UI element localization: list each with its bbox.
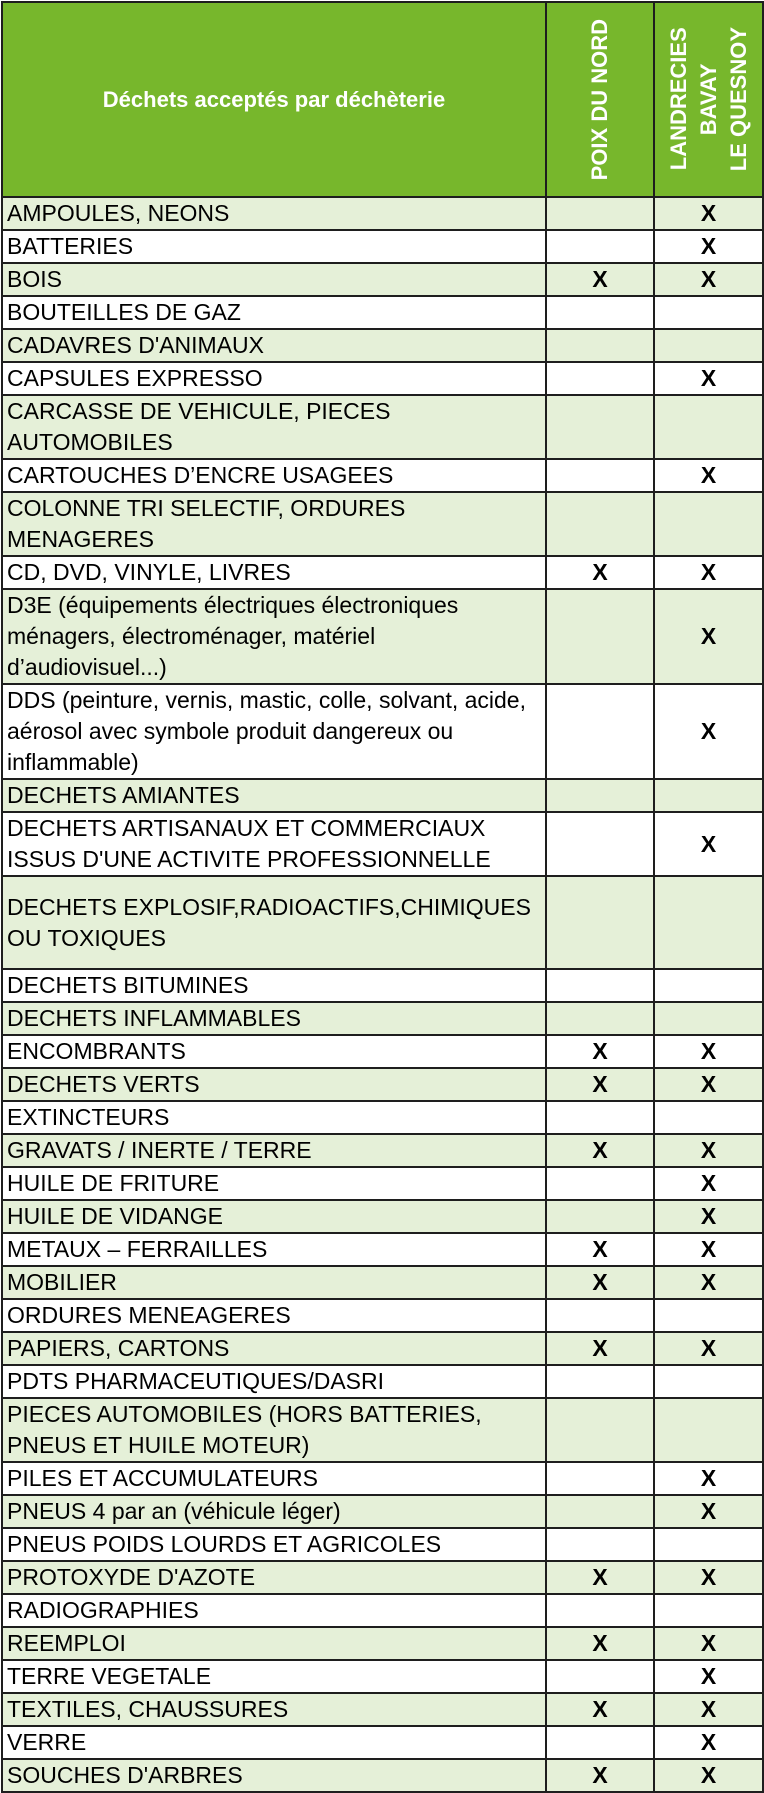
waste-type-label: HUILE DE VIDANGE — [2, 1200, 546, 1233]
table-row — [2, 684, 763, 779]
accepted-mark-landrecies-bavay-le-quesnoy: X — [654, 1200, 763, 1233]
accepted-mark-landrecies-bavay-le-quesnoy: X — [654, 459, 763, 492]
table-row — [2, 1495, 763, 1528]
accepted-mark-poix-du-nord — [546, 362, 654, 395]
accepted-mark-poix-du-nord — [546, 197, 654, 230]
accepted-mark-poix-du-nord — [546, 589, 654, 684]
waste-acceptance-table — [1, 1, 764, 1793]
accepted-mark-landrecies-bavay-le-quesnoy — [654, 1299, 763, 1332]
table-row — [2, 1726, 763, 1759]
waste-type-label: ENCOMBRANTS — [2, 1035, 546, 1068]
waste-type-label: ORDURES MENEAGERES — [2, 1299, 546, 1332]
accepted-mark-landrecies-bavay-le-quesnoy — [654, 969, 763, 1002]
accepted-mark-landrecies-bavay-le-quesnoy — [654, 329, 763, 362]
accepted-mark-poix-du-nord: X — [546, 1627, 654, 1660]
accepted-mark-poix-du-nord: X — [546, 1266, 654, 1299]
table-row — [2, 779, 763, 812]
table-title: Déchets acceptés par déchèterie — [2, 2, 546, 197]
table-row — [2, 1462, 763, 1495]
waste-type-label: DECHETS ARTISANAUX ET COMMERCIAUX ISSUS D'UNE ACTIVITE PROFESSIONNELLE — [2, 812, 546, 876]
waste-type-label: REEMPLOI — [2, 1627, 546, 1660]
waste-type-label: CAPSULES EXPRESSO — [2, 362, 546, 395]
accepted-mark-poix-du-nord: X — [546, 1759, 654, 1792]
column-header-line: LANDRECIES — [665, 28, 691, 172]
accepted-mark-poix-du-nord: X — [546, 1035, 654, 1068]
accepted-mark-landrecies-bavay-le-quesnoy: X — [654, 1233, 763, 1266]
accepted-mark-landrecies-bavay-le-quesnoy: X — [654, 1495, 763, 1528]
accepted-mark-landrecies-bavay-le-quesnoy: X — [654, 263, 763, 296]
table-row — [2, 1332, 763, 1365]
waste-type-label: SOUCHES D'ARBRES — [2, 1759, 546, 1792]
accepted-mark-poix-du-nord — [546, 1167, 654, 1200]
table-row — [2, 362, 763, 395]
accepted-mark-poix-du-nord — [546, 1462, 654, 1495]
waste-type-label: BATTERIES — [2, 230, 546, 263]
table-row — [2, 296, 763, 329]
accepted-mark-landrecies-bavay-le-quesnoy — [654, 876, 763, 969]
table-row — [2, 395, 763, 459]
waste-type-label: CARTOUCHES D’ENCRE USAGEES — [2, 459, 546, 492]
waste-type-label: DECHETS VERTS — [2, 1068, 546, 1101]
accepted-mark-landrecies-bavay-le-quesnoy: X — [654, 589, 763, 684]
waste-type-label: PDTS PHARMACEUTIQUES/DASRI — [2, 1365, 546, 1398]
accepted-mark-poix-du-nord — [546, 1002, 654, 1035]
accepted-mark-poix-du-nord — [546, 1726, 654, 1759]
accepted-mark-landrecies-bavay-le-quesnoy — [654, 1365, 763, 1398]
accepted-mark-landrecies-bavay-le-quesnoy: X — [654, 556, 763, 589]
table-row — [2, 1561, 763, 1594]
table-row — [2, 197, 763, 230]
accepted-mark-poix-du-nord — [546, 395, 654, 459]
accepted-mark-poix-du-nord — [546, 684, 654, 779]
accepted-mark-landrecies-bavay-le-quesnoy: X — [654, 1462, 763, 1495]
table-row — [2, 1068, 763, 1101]
table-row — [2, 230, 763, 263]
table-row — [2, 1528, 763, 1561]
table-row — [2, 1233, 763, 1266]
accepted-mark-landrecies-bavay-le-quesnoy: X — [654, 1627, 763, 1660]
column-header-poix-du-nord — [546, 2, 654, 197]
table-row — [2, 1200, 763, 1233]
accepted-mark-landrecies-bavay-le-quesnoy: X — [654, 1759, 763, 1792]
accepted-mark-poix-du-nord: X — [546, 1134, 654, 1167]
accepted-mark-poix-du-nord — [546, 779, 654, 812]
table-row — [2, 1035, 763, 1068]
accepted-mark-landrecies-bavay-le-quesnoy — [654, 296, 763, 329]
waste-type-label: TEXTILES, CHAUSSURES — [2, 1693, 546, 1726]
accepted-mark-poix-du-nord: X — [546, 1068, 654, 1101]
accepted-mark-landrecies-bavay-le-quesnoy — [654, 395, 763, 459]
table-row — [2, 1398, 763, 1462]
table-row — [2, 1365, 763, 1398]
waste-type-label: DECHETS EXPLOSIF,RADIOACTIFS,CHIMIQUES OU TOXIQUES — [2, 876, 546, 969]
accepted-mark-poix-du-nord: X — [546, 1561, 654, 1594]
table-row — [2, 1660, 763, 1693]
accepted-mark-poix-du-nord — [546, 1365, 654, 1398]
waste-type-label: BOUTEILLES DE GAZ — [2, 296, 546, 329]
waste-type-label: DECHETS BITUMINES — [2, 969, 546, 1002]
table-row — [2, 1167, 763, 1200]
accepted-mark-poix-du-nord: X — [546, 1693, 654, 1726]
table-body — [2, 197, 763, 1792]
waste-type-label: COLONNE TRI SELECTIF, ORDURES MENAGERES — [2, 492, 546, 556]
waste-type-label: GRAVATS / INERTE / TERRE — [2, 1134, 546, 1167]
waste-type-label: TERRE VEGETALE — [2, 1660, 546, 1693]
accepted-mark-poix-du-nord — [546, 1299, 654, 1332]
waste-type-label: PNEUS POIDS LOURDS ET AGRICOLES — [2, 1528, 546, 1561]
accepted-mark-poix-du-nord — [546, 1495, 654, 1528]
waste-type-label: CADAVRES D'ANIMAUX — [2, 329, 546, 362]
accepted-mark-landrecies-bavay-le-quesnoy: X — [654, 1134, 763, 1167]
table-row — [2, 1299, 763, 1332]
table-row — [2, 459, 763, 492]
accepted-mark-poix-du-nord: X — [546, 1233, 654, 1266]
waste-type-label: PROTOXYDE D'AZOTE — [2, 1561, 546, 1594]
table-row — [2, 263, 763, 296]
accepted-mark-landrecies-bavay-le-quesnoy — [654, 492, 763, 556]
table-row — [2, 1134, 763, 1167]
accepted-mark-landrecies-bavay-le-quesnoy: X — [654, 1167, 763, 1200]
accepted-mark-landrecies-bavay-le-quesnoy: X — [654, 1035, 763, 1068]
waste-type-label: PAPIERS, CARTONS — [2, 1332, 546, 1365]
accepted-mark-poix-du-nord — [546, 1528, 654, 1561]
accepted-mark-landrecies-bavay-le-quesnoy: X — [654, 1693, 763, 1726]
waste-type-label: MOBILIER — [2, 1266, 546, 1299]
table-row — [2, 1002, 763, 1035]
waste-type-label: CD, DVD, VINYLE, LIVRES — [2, 556, 546, 589]
table-header-row — [2, 2, 763, 197]
accepted-mark-landrecies-bavay-le-quesnoy: X — [654, 1266, 763, 1299]
accepted-mark-landrecies-bavay-le-quesnoy: X — [654, 1068, 763, 1101]
waste-type-label: EXTINCTEURS — [2, 1101, 546, 1134]
accepted-mark-poix-du-nord — [546, 230, 654, 263]
table-row — [2, 1627, 763, 1660]
table-row — [2, 1101, 763, 1134]
accepted-mark-poix-du-nord — [546, 492, 654, 556]
table-row — [2, 556, 763, 589]
accepted-mark-landrecies-bavay-le-quesnoy: X — [654, 812, 763, 876]
accepted-mark-poix-du-nord — [546, 1660, 654, 1693]
accepted-mark-poix-du-nord — [546, 1398, 654, 1462]
accepted-mark-landrecies-bavay-le-quesnoy: X — [654, 197, 763, 230]
accepted-mark-poix-du-nord — [546, 1594, 654, 1627]
accepted-mark-landrecies-bavay-le-quesnoy: X — [654, 1561, 763, 1594]
accepted-mark-poix-du-nord — [546, 876, 654, 969]
waste-type-label: DECHETS AMIANTES — [2, 779, 546, 812]
waste-type-label: DDS (peinture, vernis, mastic, colle, solvant, acide, aérosol avec symbole produit dangereux ou inflammable) — [2, 684, 546, 779]
accepted-mark-landrecies-bavay-le-quesnoy — [654, 779, 763, 812]
waste-type-label: AMPOULES, NEONS — [2, 197, 546, 230]
accepted-mark-landrecies-bavay-le-quesnoy: X — [654, 1332, 763, 1365]
table-row — [2, 329, 763, 362]
column-header-line: BAVAY — [695, 63, 721, 136]
waste-type-label: D3E (équipements électriques électroniques ménagers, électroménager, matériel d’audiovisuel...) — [2, 589, 546, 684]
accepted-mark-landrecies-bavay-le-quesnoy — [654, 1101, 763, 1134]
accepted-mark-poix-du-nord — [546, 329, 654, 362]
waste-type-label: VERRE — [2, 1726, 546, 1759]
table-row — [2, 1594, 763, 1627]
accepted-mark-landrecies-bavay-le-quesnoy: X — [654, 684, 763, 779]
accepted-mark-landrecies-bavay-le-quesnoy: X — [654, 1726, 763, 1759]
column-header-line: LE QUESNOY — [725, 27, 751, 172]
accepted-mark-poix-du-nord — [546, 296, 654, 329]
table-row — [2, 492, 763, 556]
accepted-mark-poix-du-nord — [546, 1101, 654, 1134]
accepted-mark-poix-du-nord — [546, 1200, 654, 1233]
waste-type-label: BOIS — [2, 263, 546, 296]
accepted-mark-landrecies-bavay-le-quesnoy — [654, 1398, 763, 1462]
accepted-mark-landrecies-bavay-le-quesnoy — [654, 1002, 763, 1035]
table-row — [2, 1266, 763, 1299]
accepted-mark-landrecies-bavay-le-quesnoy — [654, 1528, 763, 1561]
accepted-mark-landrecies-bavay-le-quesnoy — [654, 1594, 763, 1627]
table-row — [2, 589, 763, 684]
waste-type-label: PNEUS 4 par an (véhicule léger) — [2, 1495, 546, 1528]
waste-type-label: PILES ET ACCUMULATEURS — [2, 1462, 546, 1495]
table-row — [2, 812, 763, 876]
waste-type-label: PIECES AUTOMOBILES (HORS BATTERIES, PNEUS ET HUILE MOTEUR) — [2, 1398, 546, 1462]
waste-type-label: CARCASSE DE VEHICULE, PIECES AUTOMOBILES — [2, 395, 546, 459]
waste-type-label: DECHETS INFLAMMABLES — [2, 1002, 546, 1035]
accepted-mark-landrecies-bavay-le-quesnoy: X — [654, 362, 763, 395]
accepted-mark-poix-du-nord: X — [546, 1332, 654, 1365]
column-header-landrecies-bavay-le-quesnoy — [654, 2, 763, 197]
waste-type-label: HUILE DE FRITURE — [2, 1167, 546, 1200]
table-row — [2, 1759, 763, 1792]
table-row — [2, 876, 763, 969]
table-row — [2, 969, 763, 1002]
accepted-mark-landrecies-bavay-le-quesnoy: X — [654, 230, 763, 263]
accepted-mark-poix-du-nord: X — [546, 556, 654, 589]
accepted-mark-poix-du-nord: X — [546, 263, 654, 296]
waste-type-label: RADIOGRAPHIES — [2, 1594, 546, 1627]
accepted-mark-poix-du-nord — [546, 969, 654, 1002]
accepted-mark-poix-du-nord — [546, 812, 654, 876]
table-row — [2, 1693, 763, 1726]
accepted-mark-poix-du-nord — [546, 459, 654, 492]
waste-type-label: METAUX – FERRAILLES — [2, 1233, 546, 1266]
accepted-mark-landrecies-bavay-le-quesnoy: X — [654, 1660, 763, 1693]
column-header-line: POIX DU NORD — [587, 18, 612, 181]
